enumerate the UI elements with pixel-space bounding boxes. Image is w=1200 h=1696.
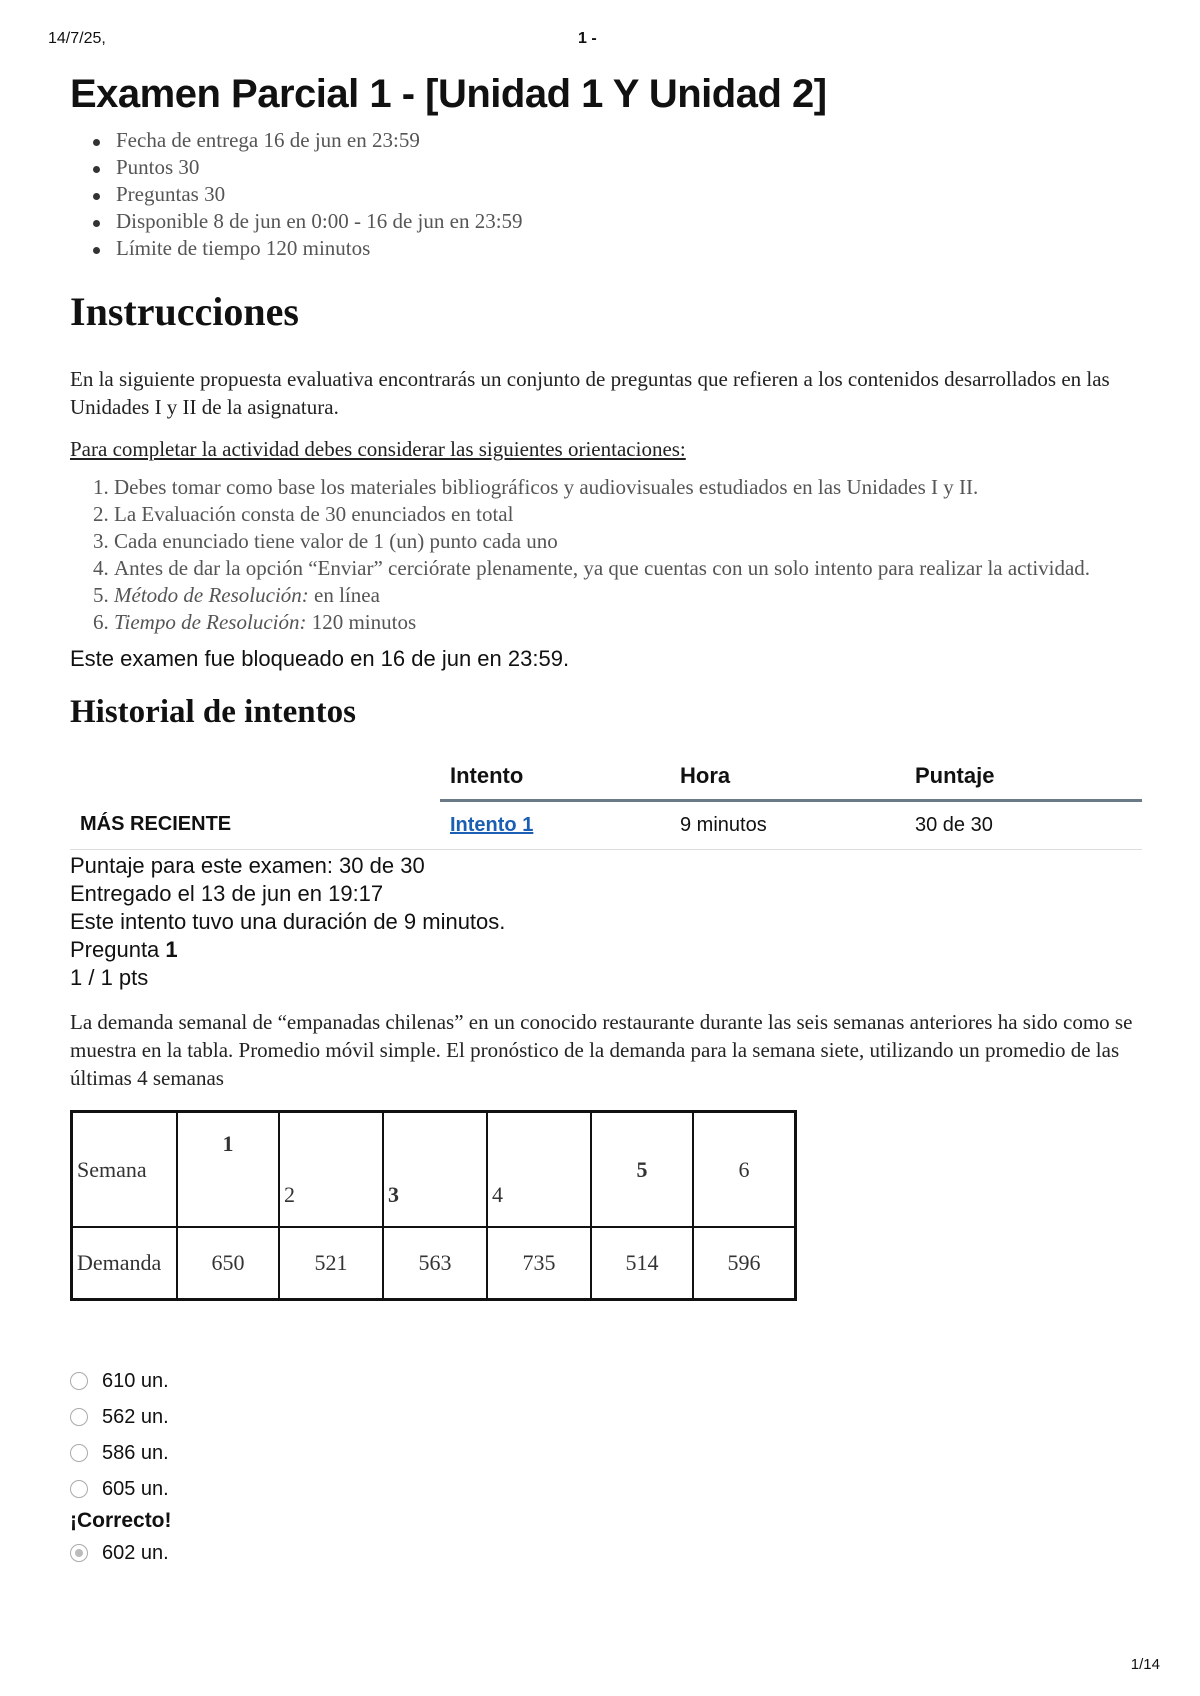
method-label: Método de Resolución: — [114, 583, 309, 607]
answer-label: 605 un. — [102, 1477, 169, 1500]
instructions-heading: Instrucciones — [70, 289, 299, 334]
attempt-summary — [70, 852, 1140, 992]
week-cell: 2 — [279, 1112, 383, 1228]
rules-list — [70, 474, 1140, 636]
print-header-title: 1 - — [578, 30, 597, 47]
demand-cell: 735 — [487, 1227, 591, 1300]
radio-button[interactable] — [70, 1372, 88, 1390]
attempts-table — [70, 755, 1142, 850]
time-value: 120 minutos — [306, 610, 417, 634]
time-label: Tiempo de Resolución: — [114, 610, 307, 634]
week-cell: 1 — [177, 1112, 279, 1228]
rule-item: 1. Debes tomar como base los materiales bibliográficos y audiovisuales estudiados en las Unidades I y II. — [114, 474, 1140, 501]
attempt-score: 30 de 30 — [905, 801, 1142, 850]
week-cell: 4 — [487, 1112, 591, 1228]
attempts-header-row — [70, 755, 1142, 801]
weeks-row — [72, 1112, 796, 1228]
answer-option-correct[interactable] — [70, 1535, 1140, 1571]
method-value: en línea — [308, 583, 380, 607]
demand-label: Demanda — [72, 1227, 178, 1300]
answer-option[interactable] — [70, 1471, 1140, 1507]
table-row — [70, 801, 1142, 850]
exam-title: Examen Parcial 1 - [Unidad 1 Y Unidad 2] — [70, 72, 827, 116]
exam-score: Puntaje para este examen: 30 de 30 — [70, 853, 425, 878]
answer-label: 610 un. — [102, 1369, 169, 1392]
correct-label: ¡Correcto! — [70, 1509, 172, 1532]
meta-time-limit: Límite de tiempo 120 minutos — [116, 235, 1140, 262]
week-cell: 5 — [591, 1112, 693, 1228]
answer-option[interactable] — [70, 1435, 1140, 1471]
col-attempt: Intento — [440, 755, 670, 801]
attempt-time: 9 minutos — [670, 801, 905, 850]
rule-item-time — [114, 609, 1140, 636]
meta-questions: Preguntas 30 — [116, 181, 1140, 208]
question-points: 1 / 1 pts — [70, 965, 149, 990]
page-number: 1/14 — [1130, 1656, 1160, 1673]
attempt-duration: Este intento tuvo una duración de 9 minutos. — [70, 909, 506, 934]
demand-cell: 514 — [591, 1227, 693, 1300]
demand-cell: 596 — [693, 1227, 796, 1300]
rule-item: 4. Antes de dar la opción “Enviar” cerciórate plenamente, ya que cuentas con un solo intento para realizar la actividad. — [114, 555, 1140, 582]
meta-available: Disponible 8 de jun en 0:00 - 16 de jun en 23:59 — [116, 208, 1140, 235]
attempt-link[interactable]: Intento 1 — [450, 814, 534, 836]
answer-option[interactable] — [70, 1363, 1140, 1399]
demand-cell: 650 — [177, 1227, 279, 1300]
question-header — [70, 936, 1140, 964]
radio-button-selected[interactable] — [70, 1544, 88, 1562]
main-content — [70, 72, 1140, 1571]
answer-label: 586 un. — [102, 1441, 169, 1464]
demand-cell: 521 — [279, 1227, 383, 1300]
rule-item: 2. La Evaluación consta de 30 enunciados en total — [114, 501, 1140, 528]
submitted-at: Entregado el 13 de jun en 19:17 — [70, 881, 384, 906]
exam-meta-list — [70, 127, 1140, 262]
question-number: 1 — [165, 937, 178, 962]
answer-label: 562 un. — [102, 1405, 169, 1428]
answer-label: 602 un. — [102, 1541, 169, 1564]
radio-button[interactable] — [70, 1408, 88, 1426]
meta-due-date: Fecha de entrega 16 de jun en 23:59 — [116, 127, 1140, 154]
radio-button[interactable] — [70, 1444, 88, 1462]
most-recent-label: MÁS RECIENTE — [70, 801, 440, 850]
radio-button[interactable] — [70, 1480, 88, 1498]
history-heading: Historial de intentos — [70, 694, 356, 730]
instructions-intro: En la siguiente propuesta evaluativa encontrarás un conjunto de preguntas que refieren a los contenidos desarrollados en las Unidades I y II de la asignatura. — [70, 367, 1110, 419]
demand-cell: 563 — [383, 1227, 487, 1300]
col-time: Hora — [670, 755, 905, 801]
print-date: 14/7/25, — [48, 30, 106, 47]
weeks-label: Semana — [72, 1112, 178, 1228]
rule-item-method — [114, 582, 1140, 609]
question-text: La demanda semanal de “empanadas chilenas” en un conocido restaurante durante las seis semanas anteriores ha sido como se muestra en la tabla. Promedio móvil simple. El pronóstico de la demanda para la semana siete, utilizando un promedio de las últimas 4 semanas — [70, 1010, 1133, 1090]
locked-notice: Este examen fue bloqueado en 16 de jun en 23:59. — [70, 646, 570, 671]
demand-table — [70, 1110, 797, 1301]
attempts-header-blank — [70, 755, 440, 801]
answer-option[interactable] — [70, 1399, 1140, 1435]
col-score: Puntaje — [905, 755, 1142, 801]
attempt-cell — [440, 801, 670, 850]
week-cell: 6 — [693, 1112, 796, 1228]
orientations-title: Para completar la actividad debes considerar las siguientes orientaciones: — [70, 437, 686, 461]
demand-row — [72, 1227, 796, 1300]
answer-options — [70, 1363, 1140, 1571]
week-cell: 3 — [383, 1112, 487, 1228]
question-label: Pregunta — [70, 937, 166, 962]
rule-item: 3. Cada enunciado tiene valor de 1 (un) punto cada uno — [114, 528, 1140, 555]
meta-points: Puntos 30 — [116, 154, 1140, 181]
